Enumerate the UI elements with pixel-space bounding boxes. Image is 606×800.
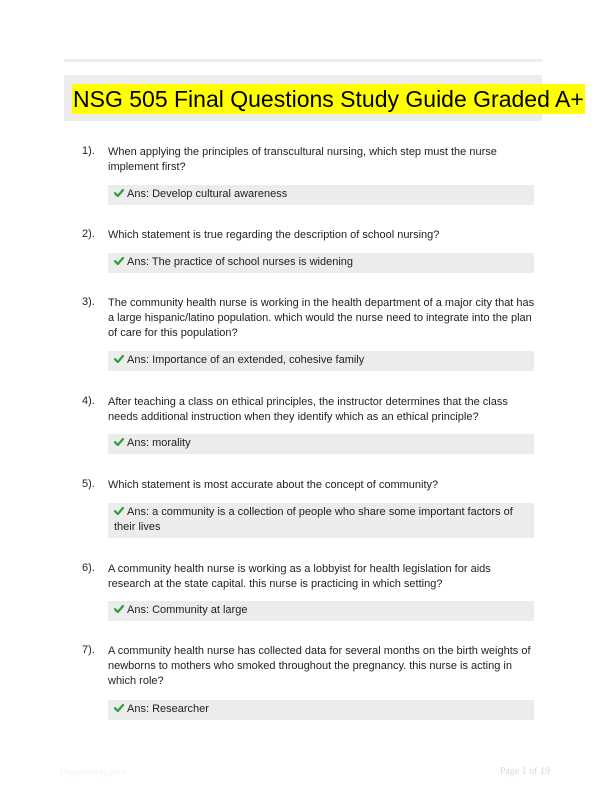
answer-text: Ans: Community at large: [127, 604, 248, 616]
answer-text: Ans: morality: [127, 437, 191, 449]
question-number: 4).: [82, 395, 95, 407]
question-text: The community health nurse is working in the health department of a major city that has a large hispanic/latino population. which would the nurse need to integrate into the plan of care for this population?: [108, 297, 535, 339]
question-number: 2).: [82, 228, 95, 240]
question-text: Which statement is most accurate about the concept of community?: [108, 479, 439, 491]
answer-text: Ans: a community is a collection of people who share some important factors of their lives: [114, 506, 513, 533]
answer-text: Ans: The practice of school nurses is widening: [127, 256, 354, 268]
page-title: NSG 505 Final Questions Study Guide Graded A+: [73, 86, 584, 112]
answer-box: [108, 700, 534, 720]
checkmark-icon: [114, 604, 124, 614]
answer-box: [108, 253, 534, 273]
question-number: 1).: [82, 145, 95, 157]
answer-text: Ans: Importance of an extended, cohesive family: [127, 354, 365, 366]
checkmark-icon: [114, 354, 124, 364]
answer-text: Ans: Develop cultural awareness: [127, 188, 288, 200]
checkmark-icon: [114, 703, 124, 713]
question-number: 5).: [82, 478, 95, 490]
title-banner: [64, 75, 584, 121]
answer-box: [108, 351, 534, 371]
question-number: 6).: [82, 562, 95, 574]
checkmark-icon: [114, 256, 124, 266]
question-text: When applying the principles of transcultural nursing, which step must the nurse implement first?: [108, 146, 497, 173]
top-divider: [64, 59, 542, 62]
checkmark-icon: [114, 506, 124, 516]
answer-box: [108, 185, 534, 205]
answer-box: [108, 503, 534, 538]
watermark: PaperStudy.com: [60, 767, 126, 777]
question-text: After teaching a class on ethical principles, the instructor determines that the class needs additional instruction when they identify which as an ethical principle?: [108, 396, 508, 423]
question-number: 3).: [82, 296, 95, 308]
answer-text: Ans: Researcher: [127, 703, 209, 715]
checkmark-icon: [114, 188, 124, 198]
page-number: Page 1 of 19: [499, 766, 550, 777]
question-text: A community health nurse is working as a lobbyist for health legislation for aids research at the state capital. this nurse is practicing in which setting?: [108, 563, 491, 590]
answer-box: [108, 434, 534, 454]
question-text: A community health nurse has collected data for several months on the birth weights of newborns to mothers who smoked throughout the pregnancy. this nurse is acting in which role?: [108, 645, 531, 687]
answer-box: [108, 601, 534, 621]
question-number: 7).: [82, 644, 95, 656]
question-text: Which statement is true regarding the description of school nursing?: [108, 229, 440, 241]
checkmark-icon: [114, 437, 124, 447]
